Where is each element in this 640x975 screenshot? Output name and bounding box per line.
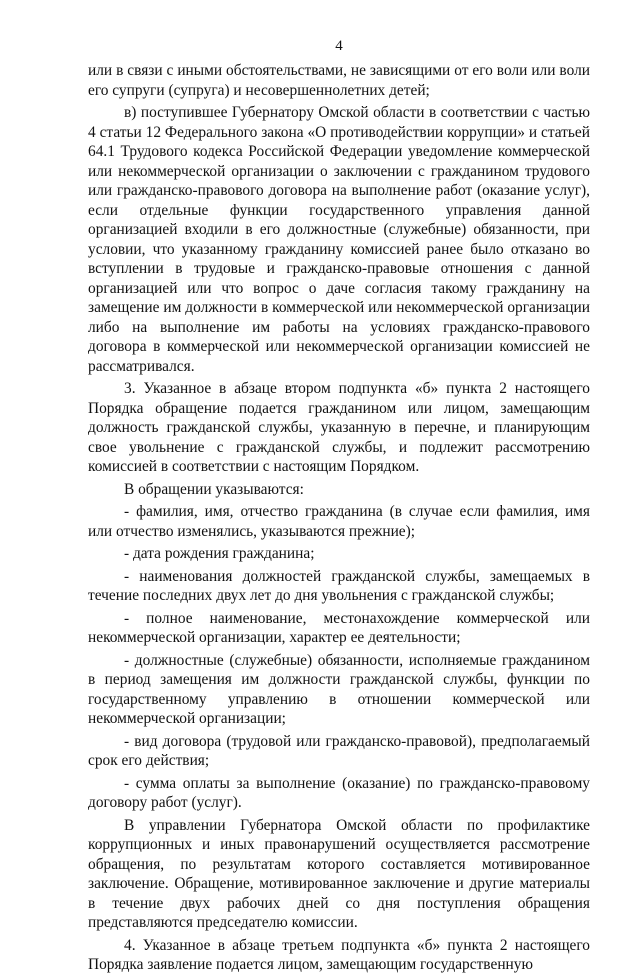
paragraph: в) поступившее Губернатору Омской области в соответствии с частью 4 статьи 12 Федерального закона «О противодействии коррупции» и статьей 64.1 Трудового кодекса Российской Федерации уведомление коммерческой или некоммерческой организации о заключении с гражданином трудового или гражданско-правового договора на выполнение работ (оказание услуг), если отдельные функции государственного управления данной организацией входили в его должностные (служебные) обязанности, при условии, что указанному гражданину комиссией ранее было отказано во вступлении в трудовые и гражданско-правовые отношения с данной организацией или что вопрос о даче согласия такому гражданину на замещение им должности в коммерческой или некоммерческой организации либо на выполнение им работы на условиях гражданско-правового договора в коммерческой или некоммерческой организации комиссией не рассматривался. xyxy=(88,104,590,375)
paragraph: - сумма оплаты за выполнение (оказание) по гражданско-правовому договору работ (услуг). xyxy=(88,774,590,811)
paragraph: - вид договора (трудовой или гражданско-правовой), предполагаемый срок его действия; xyxy=(88,732,590,769)
page-number: 4 xyxy=(335,38,343,54)
paragraph: - полное наименование, местонахождение коммерческой или некоммерческой организации, характер ее деятельности; xyxy=(88,609,590,646)
paragraph: - дата рождения гражданина; xyxy=(124,545,315,562)
paragraph: 3. Указанное в абзаце втором подпункта «б» пункта 2 настоящего Порядка обращение подается гражданином или лицом, замещающим должность гражданской службы, указанную в перечне, и планирующим свое увольнение с гражданской службы, и подлежит рассмотрению комиссией в соответствии с настоящим Порядком. xyxy=(88,380,590,475)
paragraph: В управлении Губернатора Омской области по профилактике коррупционных и иных правонарушений осуществляется рассмотрение обращения, по результатам которого составляется мотивированное заключение. Обращение, мотивированное заключение и другие материалы в течение двух рабочих дней со дня поступления обращения представляются председателю комиссии. xyxy=(88,816,590,931)
paragraph: В обращении указываются: xyxy=(124,480,304,498)
paragraph: - наименования должностей гражданской службы, замещаемых в течение последних двух лет до дня увольнения с гражданской службы; xyxy=(88,567,590,604)
document-body xyxy=(88,61,590,975)
paragraph: или в связи с иными обстоятельствами, не зависящими от его воли или воли его супруги (супруга) и несовершеннолетних детей; xyxy=(88,62,590,99)
paragraph: - должностные (служебные) обязанности, исполняемые гражданином в период замещения им должности гражданской службы, функции по государственному управлению в отношении коммерческой или некоммерческой организации; xyxy=(88,651,590,727)
paragraph: - фамилия, имя, отчество гражданина (в случае если фамилия, имя или отчество изменялись, указываются прежние); xyxy=(88,503,590,540)
paragraph: 4. Указанное в абзаце третьем подпункта «б» пункта 2 настоящего Порядка заявление подается лицом, замещающим государственную xyxy=(88,936,590,973)
